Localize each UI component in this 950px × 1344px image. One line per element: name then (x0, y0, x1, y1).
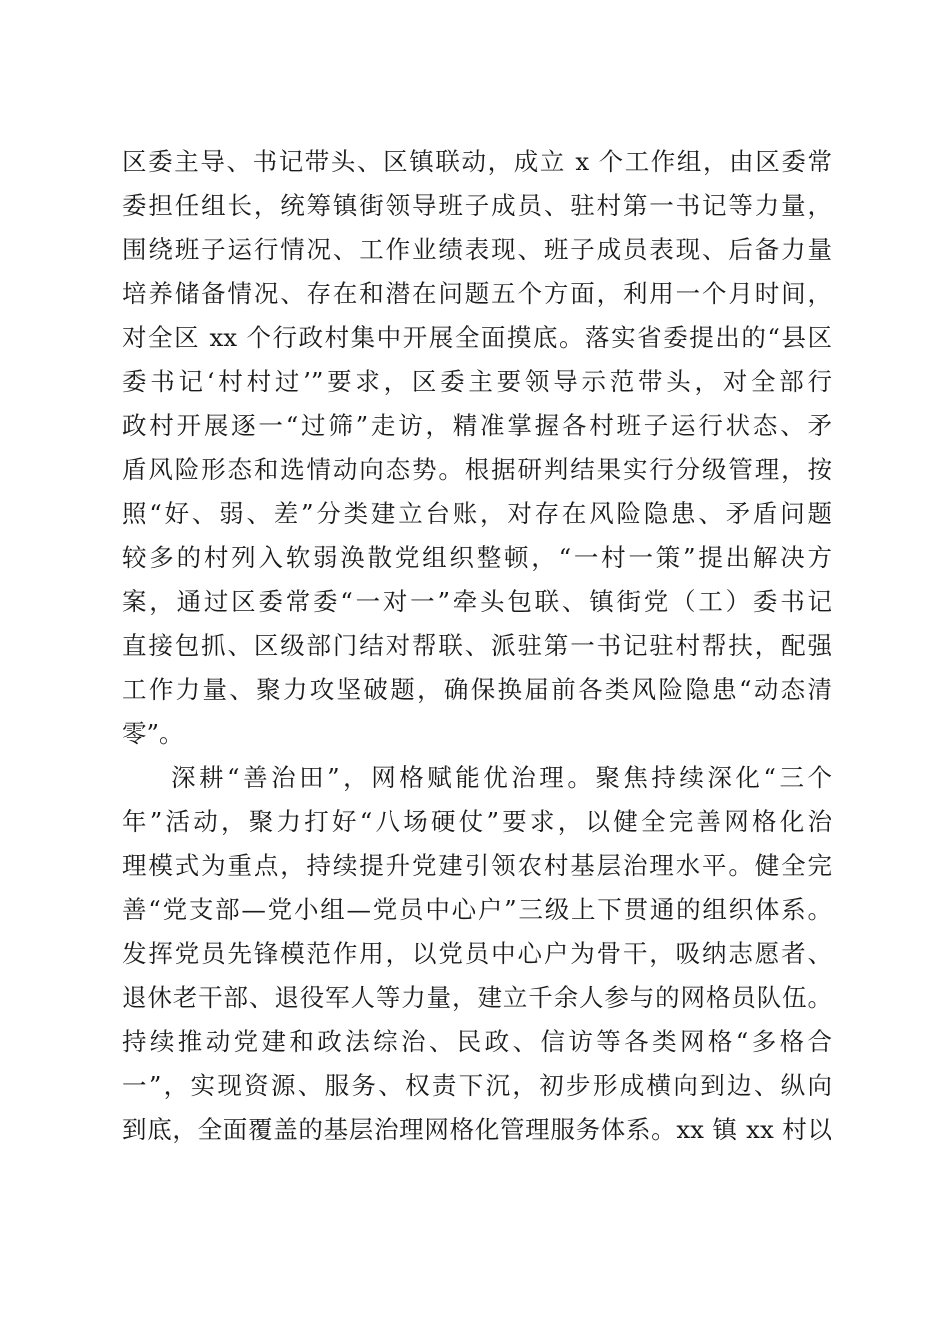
text-line: 较多的村列入软弱涣散党组织整顿，“一村一策”提出解决方 (122, 543, 832, 572)
text-line: 委书记‘村村过’”要求，区委主要领导示范带头，对全部行 (122, 367, 832, 396)
paragraph-first-line: 深耕“善治田”，网格赋能优治理。聚焦持续深化“三个 (171, 763, 832, 792)
text-line: 零”。 (122, 719, 184, 748)
text-line: 年”活动，聚力打好“八场硬仗”要求，以健全完善网格化治 (122, 807, 832, 836)
text-line: 持续推动党建和政法综治、民政、信访等各类网格“多格合 (122, 1027, 832, 1056)
text-line: 案，通过区委常委“一对一”牵头包联、镇街党（工）委书记 (122, 587, 832, 616)
text-line: 理模式为重点，持续提升党建引领农村基层治理水平。健全完 (122, 851, 832, 880)
text-line: 退休老干部、退役军人等力量，建立千余人参与的网格员队伍。 (122, 983, 832, 1012)
text-line: 一”，实现资源、服务、权责下沉，初步形成横向到边、纵向 (122, 1071, 832, 1100)
text-line: 委担任组长，统筹镇街领导班子成员、驻村第一书记等力量， (122, 191, 832, 220)
text-line: 工作力量、聚力攻坚破题，确保换届前各类风险隐患“动态清 (122, 675, 832, 704)
text-line: 区委主导、书记带头、区镇联动，成立 x 个工作组，由区委常 (122, 147, 832, 176)
text-line: 盾风险形态和选情动向态势。根据研判结果实行分级管理，按 (122, 455, 832, 484)
text-line: 直接包抓、区级部门结对帮联、派驻第一书记驻村帮扶，配强 (122, 631, 832, 660)
text-line: 围绕班子运行情况、工作业绩表现、班子成员表现、后备力量 (122, 235, 832, 264)
text-line: 对全区 xx 个行政村集中开展全面摸底。落实省委提出的“县区 (122, 323, 832, 352)
text-line: 发挥党员先锋模范作用，以党员中心户为骨干，吸纳志愿者、 (122, 939, 832, 968)
text-line: 善“党支部—党小组—党员中心户”三级上下贯通的组织体系。 (122, 895, 832, 924)
text-line: 到底，全面覆盖的基层治理网格化管理服务体系。xx 镇 xx 村以 (122, 1115, 832, 1144)
text-line: 培养储备情况、存在和潜在问题五个方面，利用一个月时间， (122, 279, 832, 308)
text-line: 照“好、弱、差”分类建立台账，对存在风险隐患、矛盾问题 (122, 499, 832, 528)
text-line: 政村开展逐一“过筛”走访，精准掌握各村班子运行状态、矛 (122, 411, 832, 440)
